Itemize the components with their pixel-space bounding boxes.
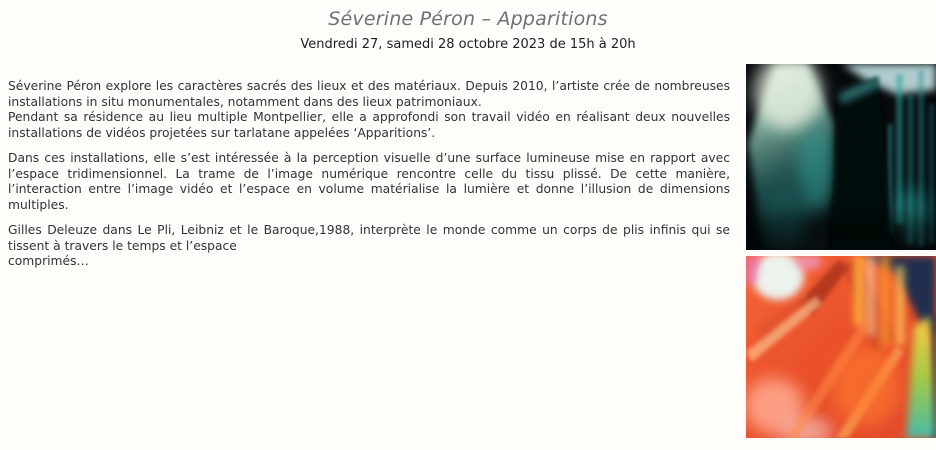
paragraph-deleuze-continued: comprimés… [8,254,89,268]
installation-photo-teal [746,64,936,250]
page-header [0,0,936,52]
installation-photo-orange [746,256,936,438]
paragraph-installations: Dans ces installations, elle s’est intéressée à la perception visuelle d’une surface lumineuse mise en rapport avec l’espace tridimensionnel. La trame de l’image numérique rencontre celle du tissu plissé. De cette manière, l’interaction entre l’image vidéo et l’espace en volume matérialise la lumière et donne l’illusion de dimensions multiples. [8,151,730,212]
teal-installation-image [746,64,936,250]
paragraph-deleuze: Gilles Deleuze dans Le Pli, Leibniz et le Baroque,1988, interprète le monde comme un corps de plis infinis qui se tissent à travers le temps et l’espace [8,223,730,253]
article-text [8,79,730,270]
paragraph-residence: Pendant sa résidence au lieu multiple Montpellier, elle a approfondi son travail vidéo en réalisant deux nouvelles installations de vidéos projetées sur tarlatane appelées ‘Apparitions’. [8,110,730,140]
paragraph-intro: Séverine Péron explore les caractères sacrés des lieux et des matériaux. Depuis 2010, l’artiste crée de nombreuses installations in situ monumentales, notamment dans des lieux patrimoniaux. [8,79,730,109]
image-column [746,64,936,438]
orange-installation-image [746,256,936,438]
event-date: Vendredi 27, samedi 28 octobre 2023 de 15h à 20h [300,37,636,52]
page-title: Séverine Péron – Apparitions [328,8,608,30]
